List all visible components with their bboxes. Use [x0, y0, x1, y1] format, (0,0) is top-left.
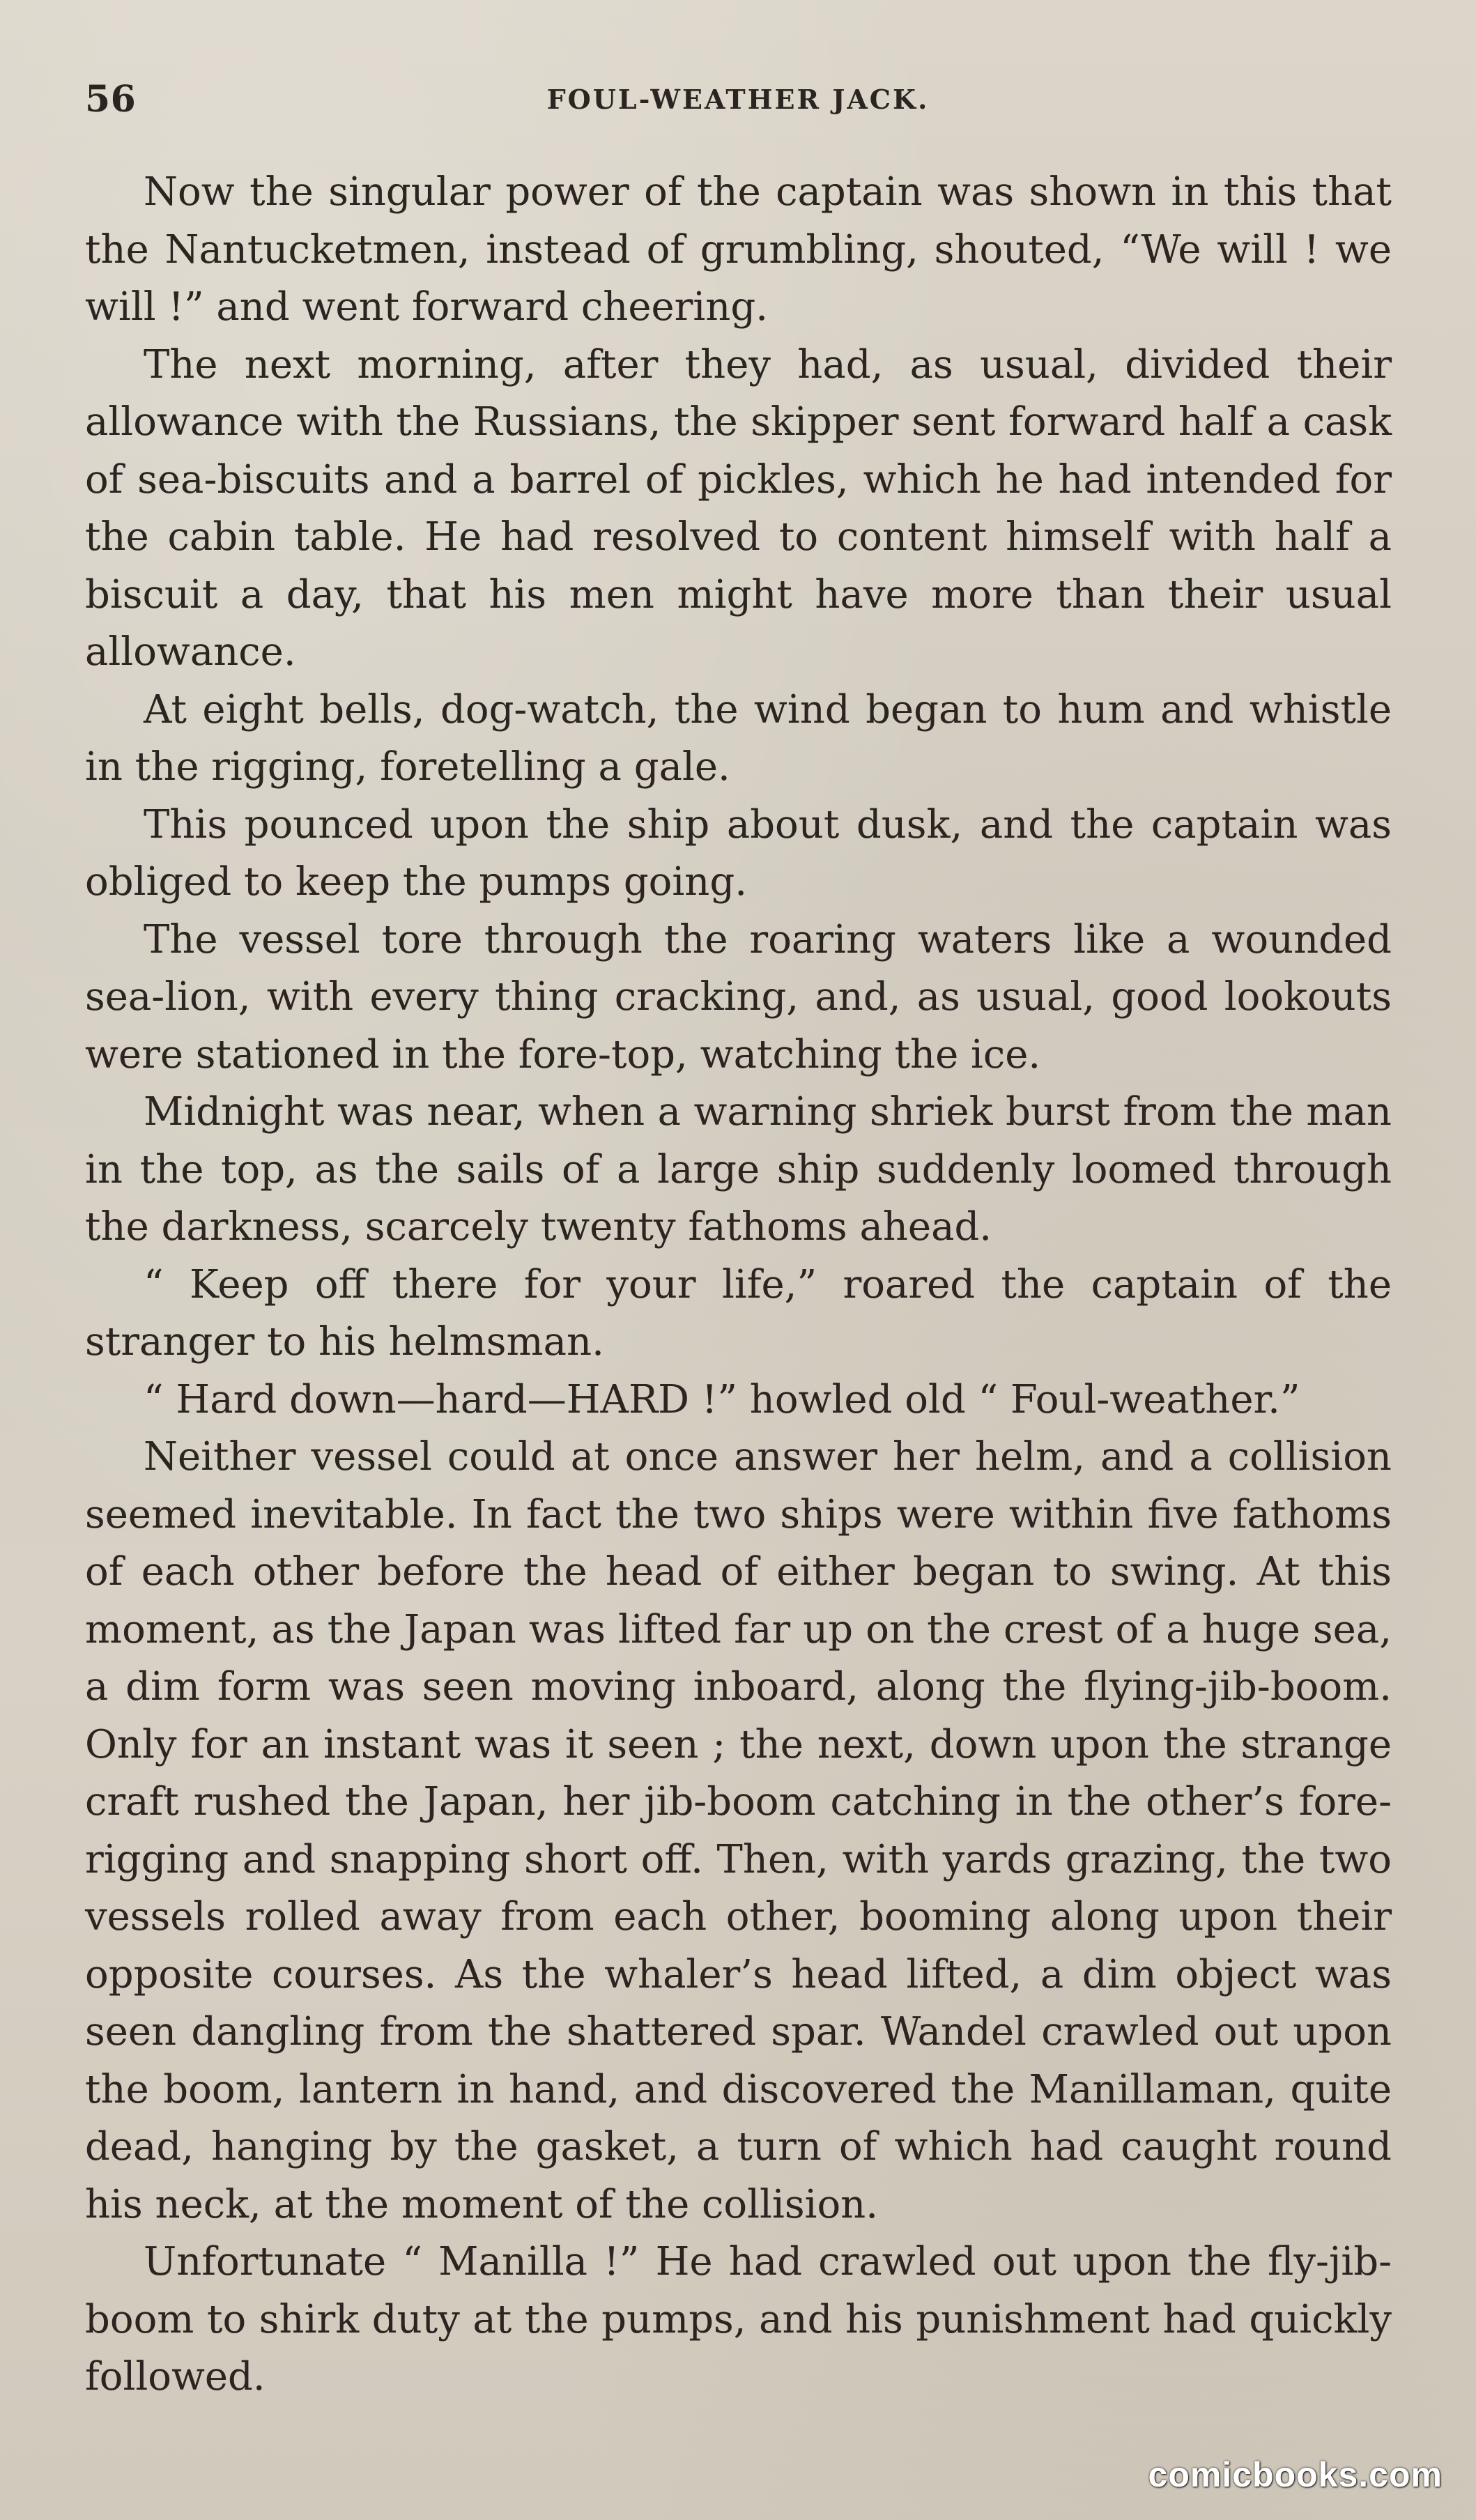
paragraph: “ Hard down—hard—HARD !” howled old “ Foul-weather.”	[144, 1376, 1300, 1422]
paragraph: Neither vessel could at once answer her helm, and a collision seemed inevitable. In fact the two ships were within five fathoms of each other before the head of either began to swing. At this moment, as the Japan was lifted far up on the crest of a huge sea, a dim form was seen moving inboard, along the flying-jib-boom. Only for an instant was it seen ; the next, down upon the strange craft rushed the Japan, her jib-boom catching in the other’s fore-rigging and snapping short off. Then, with yards grazing, the two vessels rolled away from each other, booming along upon their opposite courses. As the whaler’s head lifted, a dim object was seen dangling from the shattered spar. Wandel crawled out upon the boom, lantern in hand, and discovered the Manillaman, quite dead, hanging by the gasket, a turn of which had caught round his neck, at the moment of the collision.	[85, 1434, 1392, 2227]
paragraph: This pounced upon the ship about dusk, and the captain was obliged to keep the pumps going.	[85, 801, 1392, 905]
paragraph: Midnight was near, when a warning shriek burst from the man in the top, as the sails of a large ship suddenly loomed through the darkness, scarcely twenty fathoms ahead.	[85, 1089, 1392, 1250]
page-number: 56	[85, 78, 137, 121]
paragraph: The next morning, after they had, as usual, divided their allowance with the Russians, the skipper sent forward half a cask of sea-biscuits and a barrel of pickles, which he had intended for the cabin table. He had resolved to content himself with half a biscuit a day, that his men might have more than their usual allowance.	[85, 341, 1392, 675]
paragraph: Unfortunate “ Manilla !” He had crawled out upon the fly-jib-boom to shirk duty at the pumps, and his punishment had quickly followed.	[85, 2239, 1392, 2399]
paragraph: “ Keep off there for your life,” roared the captain of the stranger to his helmsman.	[85, 1261, 1392, 1365]
paragraph: Now the singular power of the captain was shown in this that the Nantucketmen, instead of grumbling, shouted, “We will ! we will !” and went forward cheering.	[85, 169, 1392, 330]
paragraph: At eight bells, dog-watch, the wind began to hum and whistle in the rigging, foretelling a gale.	[85, 686, 1392, 790]
watermark: comicbooks.com	[1148, 2455, 1443, 2494]
running-head: FOUL-WEATHER JACK.	[546, 84, 930, 115]
page-header	[85, 78, 1391, 120]
paragraph: The vessel tore through the roaring waters like a wounded sea-lion, with every thing cracking, and, as usual, good lookouts were stationed in the fore-top, watching the ice.	[85, 916, 1392, 1077]
page-body	[85, 164, 1392, 2406]
